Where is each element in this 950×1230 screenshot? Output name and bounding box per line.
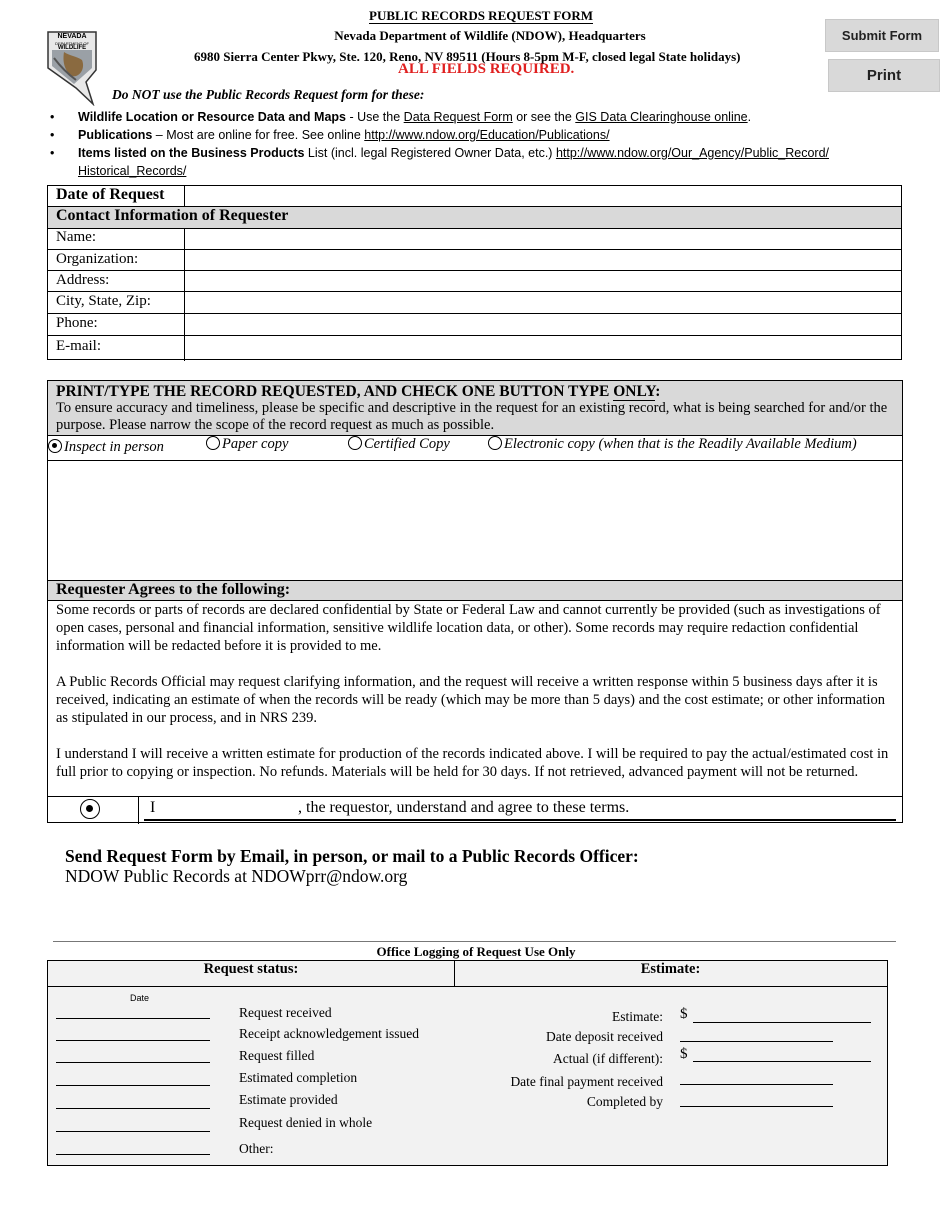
contact-row — [48, 335, 901, 361]
status-estimate-provided: Estimate provided — [239, 1092, 338, 1107]
bullet-text: or see the — [512, 110, 576, 124]
city-state-zip-label: City, State, Zip: — [56, 293, 151, 309]
estimate-header: Estimate: — [640, 961, 701, 977]
publications-link[interactable]: http://www.ndow.org/Education/Publications/ — [364, 128, 610, 142]
status-date-line[interactable] — [56, 1018, 210, 1019]
bullet-text: . — [747, 110, 752, 124]
submit-form-button[interactable]: Submit Form — [825, 19, 939, 52]
city-state-zip-input[interactable] — [184, 292, 901, 313]
status-receipt-acknowledged: Receipt acknowledgement issued — [239, 1026, 419, 1041]
name-input[interactable] — [184, 228, 901, 249]
agreement-title: Requester Agrees to the following: — [56, 581, 291, 598]
actual-label: Actual (if different): — [553, 1051, 663, 1066]
address-input[interactable] — [184, 271, 901, 292]
contact-row — [48, 291, 901, 313]
logo-text-department: DEPARTMENT OF — [55, 41, 89, 46]
bullet-bold: Wildlife Location or Resource Data and Maps — [78, 110, 346, 124]
completed-by-label: Completed by — [586, 1094, 663, 1109]
notice-bullet-list — [50, 108, 850, 180]
date-label: Date of Request — [56, 186, 165, 203]
contact-section-title: Contact Information of Requester — [56, 207, 289, 224]
send-email-line: NDOW Public Records at NDOWprr@ndow.org — [65, 866, 408, 886]
notice-bullet — [50, 108, 850, 126]
status-request-received: Request received — [239, 1005, 332, 1020]
public-record-link[interactable]: http://www.ndow.org/Our_Agency/Public_Record/ — [555, 146, 830, 160]
radio-icon — [206, 436, 220, 450]
agreement-paragraph-2: A Public Records Official may request clarifying information, and the request will receive a written response within 5 business days after it is received, indicating an estimate of when the records will be ready (which may be more than 5 days) and the cost estimate; or other information as stipulated in our process, and in NRS 239. — [56, 674, 886, 726]
historical-records-link[interactable]: Historical_Records/ — [78, 164, 187, 178]
status-request-filled: Request filled — [239, 1048, 315, 1063]
ndow-logo — [46, 30, 98, 106]
gis-clearinghouse-link[interactable]: GIS Data Clearinghouse online — [575, 110, 748, 124]
contact-row — [48, 228, 901, 249]
status-request-denied: Request denied in whole — [239, 1115, 373, 1130]
record-heading-text: PRINT/TYPE THE RECORD REQUESTED, AND CHECK ONE BUTTON TYPE — [56, 383, 614, 400]
copy-type-options — [48, 435, 902, 461]
notice-bullet — [50, 126, 850, 144]
contact-table — [47, 185, 902, 360]
signature-suffix: , the requestor, understand and agree to these terms. — [298, 799, 630, 816]
record-request-section — [47, 380, 903, 823]
estimate-label: Estimate: — [612, 1009, 663, 1024]
email-label: E-mail: — [56, 338, 101, 354]
bullet-bold: Items listed on the Business Products — [78, 146, 305, 160]
print-button[interactable]: Print — [828, 59, 940, 92]
option-inspect-in-person[interactable] — [48, 439, 164, 456]
radio-icon — [348, 436, 362, 450]
signature-row — [48, 796, 902, 824]
signature-underline — [144, 819, 896, 821]
bullet-text: List (incl. legal Registered Owner Data, etc.) — [304, 146, 556, 160]
completed-by-field[interactable] — [680, 1106, 833, 1107]
agree-radio-dot-icon — [86, 805, 93, 812]
phone-input[interactable] — [184, 314, 901, 335]
organization-input[interactable] — [184, 250, 901, 271]
option-label: Inspect in person — [64, 439, 164, 455]
record-heading — [56, 383, 660, 401]
option-label: Certified Copy — [364, 436, 450, 452]
bullet-dot: • — [50, 128, 55, 142]
status-date-line[interactable] — [56, 1062, 210, 1063]
option-label: Electronic copy (when that is the Readily Available Medium) — [504, 436, 857, 452]
name-label: Name: — [56, 229, 96, 245]
record-heading-only: ONLY — [613, 383, 656, 400]
option-paper-copy[interactable] — [206, 436, 288, 453]
date-column-label: Date — [130, 993, 150, 1003]
notice-heading: Do NOT use the Public Records Request form for these: — [112, 87, 425, 102]
signature-name-input[interactable] — [146, 799, 294, 819]
logo-text-nevada: NEVADA — [57, 33, 87, 40]
data-request-form-link[interactable]: Data Request Form — [403, 110, 513, 124]
logo-text-wildlife: WILDLIFE — [57, 45, 87, 51]
required-notice: ALL FIELDS REQUIRED. — [398, 61, 575, 77]
email-input[interactable] — [184, 336, 901, 361]
status-estimated-completion: Estimated completion — [239, 1070, 358, 1085]
contact-row — [48, 270, 901, 292]
radio-icon — [488, 436, 502, 450]
estimate-amount-field[interactable] — [693, 1022, 871, 1023]
record-heading-block — [48, 381, 902, 436]
currency-symbol: $ — [680, 1046, 688, 1062]
agreement-paragraph-3: I understand I will receive a written estimate for production of the records indicated above. I will be required to pay the actual/estimated cost in full prior to copying or inspection. No refunds. Materials will be held for 30 days. If not retrieved, advanced payment will not be returned. — [56, 746, 889, 780]
bullet-dot: • — [50, 110, 55, 124]
status-header: Request status: — [203, 961, 299, 977]
department-address: 6980 Sierra Center Pkwy, Ste. 120, Reno, NV 89511 (Hours 8-5pm M-F, closed legal State holidays) — [194, 49, 741, 64]
phone-label: Phone: — [56, 315, 98, 331]
agreement-paragraph-1: Some records or parts of records are declared confidential by State or Federal Law and cannot currently be provided (such as investigations of open cases, personal and financial information, sensitive wildlife location data, or other). Some records may require redaction confidential information will be redacted before it is provided to me. — [56, 602, 881, 654]
status-date-line[interactable] — [56, 1108, 210, 1109]
bullet-text: – Most are online for free. See online — [152, 128, 365, 142]
option-label: Paper copy — [222, 436, 289, 452]
final-payment-field[interactable] — [680, 1084, 833, 1085]
organization-label: Organization: — [56, 251, 139, 267]
department-name: Nevada Department of Wildlife (NDOW), Headquarters — [334, 28, 646, 43]
office-header-row — [48, 961, 887, 987]
option-certified-copy[interactable] — [348, 436, 450, 453]
agreement-text — [56, 601, 892, 781]
bullet-dot: • — [50, 146, 55, 160]
deposit-date-label: Date deposit received — [546, 1029, 663, 1044]
status-date-line[interactable] — [56, 1085, 210, 1086]
currency-symbol: $ — [680, 1006, 688, 1022]
office-table — [47, 960, 888, 1166]
deposit-date-field[interactable] — [680, 1041, 833, 1042]
record-instructions: To ensure accuracy and timeliness, please be specific and descriptive in the request for an existing record, what is being searched for and/or the purpose. Please narrow the scope of the record request as much as possible. — [56, 400, 888, 433]
contact-section-header — [48, 206, 901, 229]
contact-row — [48, 313, 901, 335]
status-date-line[interactable] — [56, 1154, 210, 1155]
record-heading-colon: : — [655, 383, 661, 400]
option-electronic-copy[interactable] — [488, 436, 857, 453]
signature-prefix: I — [150, 799, 156, 816]
send-heading: Send Request Form by Email, in person, or mail to a Public Records Officer: — [65, 846, 639, 866]
record-description-textarea[interactable] — [48, 461, 902, 580]
contact-row — [48, 249, 901, 271]
final-payment-label: Date final payment received — [510, 1074, 663, 1089]
status-date-line[interactable] — [56, 1040, 210, 1041]
status-date-line[interactable] — [56, 1131, 210, 1132]
notice-bullet — [50, 144, 850, 180]
office-divider — [53, 941, 896, 942]
office-title: Office Logging of Request Use Only — [376, 944, 576, 959]
status-other: Other: — [239, 1141, 274, 1156]
signature-divider — [138, 797, 139, 824]
form-title: PUBLIC RECORDS REQUEST FORM — [369, 8, 594, 23]
bullet-text: - Use the — [346, 110, 404, 124]
bullet-bold: Publications — [78, 128, 153, 142]
radio-icon — [48, 439, 62, 453]
date-of-request-input[interactable] — [184, 186, 901, 206]
agree-radio[interactable] — [80, 799, 100, 819]
address-label: Address: — [56, 272, 110, 288]
date-row — [48, 186, 901, 206]
agreement-header — [48, 580, 902, 601]
actual-amount-field[interactable] — [693, 1061, 871, 1062]
